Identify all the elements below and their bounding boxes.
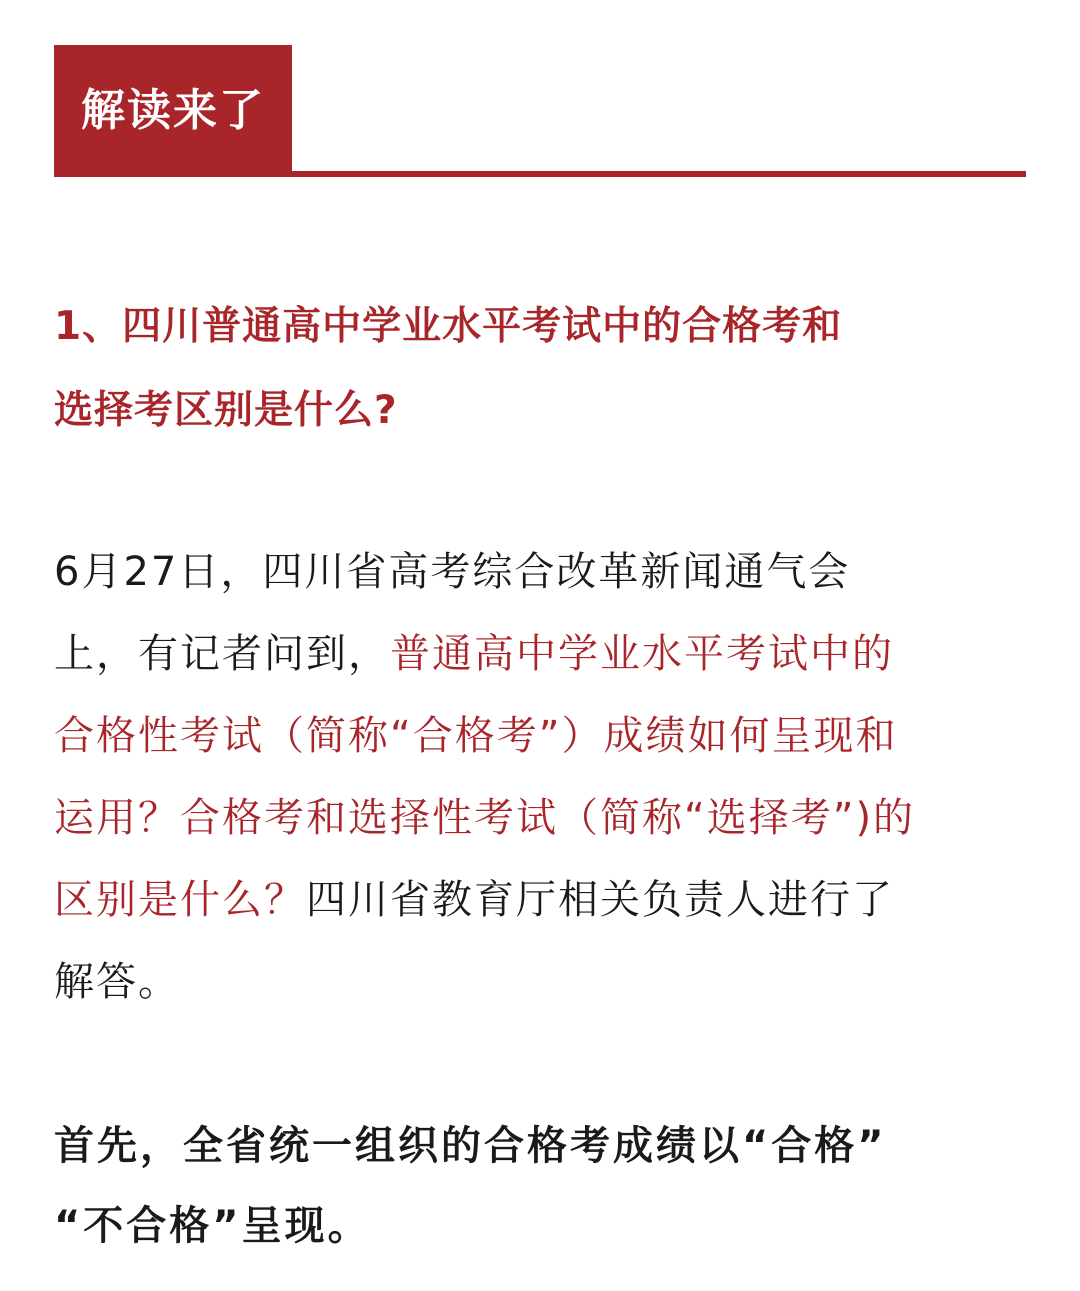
emphasis-line-2: “不合格”呈现。 (54, 1203, 371, 1249)
body-line-4-highlight: 运用？合格考和选择性考试（简称“选择考”)的 (54, 795, 916, 841)
body-line-5-plain: 四川省教育厅相关负责人进行了 (306, 877, 894, 923)
body-line-2-plain: 上，有记者问到， (54, 631, 390, 677)
body-line-2-highlight: 普通高中学业水平考试中的 (390, 631, 894, 677)
emphasis-line-1: 首先，全省统一组织的合格考成绩以“合格” (54, 1123, 887, 1169)
section-header-title: 解读来了 (81, 85, 265, 136)
body-line-2 (54, 613, 1026, 695)
body-line-5-highlight: 区别是什么？ (54, 877, 306, 923)
question-line-1: 1、四川普通高中学业水平考试中的合格考和 (54, 304, 843, 349)
question-line-2: 选择考区别是什么? (54, 388, 398, 433)
section-header-badge (54, 45, 292, 177)
question-heading (54, 285, 1026, 453)
section-header (54, 45, 1026, 177)
emphasis-paragraph (54, 1106, 1026, 1266)
body-line-5 (54, 859, 1026, 941)
body-line-3-highlight: 合格性考试（简称“合格考”）成绩如何呈现和 (54, 713, 898, 759)
section-header-rule (54, 171, 1026, 177)
body-line-1: 6月27日，四川省高考综合改革新闻通气会 (54, 549, 851, 595)
body-line-6: 解答。 (54, 959, 180, 1005)
body-paragraph (54, 531, 1026, 1023)
